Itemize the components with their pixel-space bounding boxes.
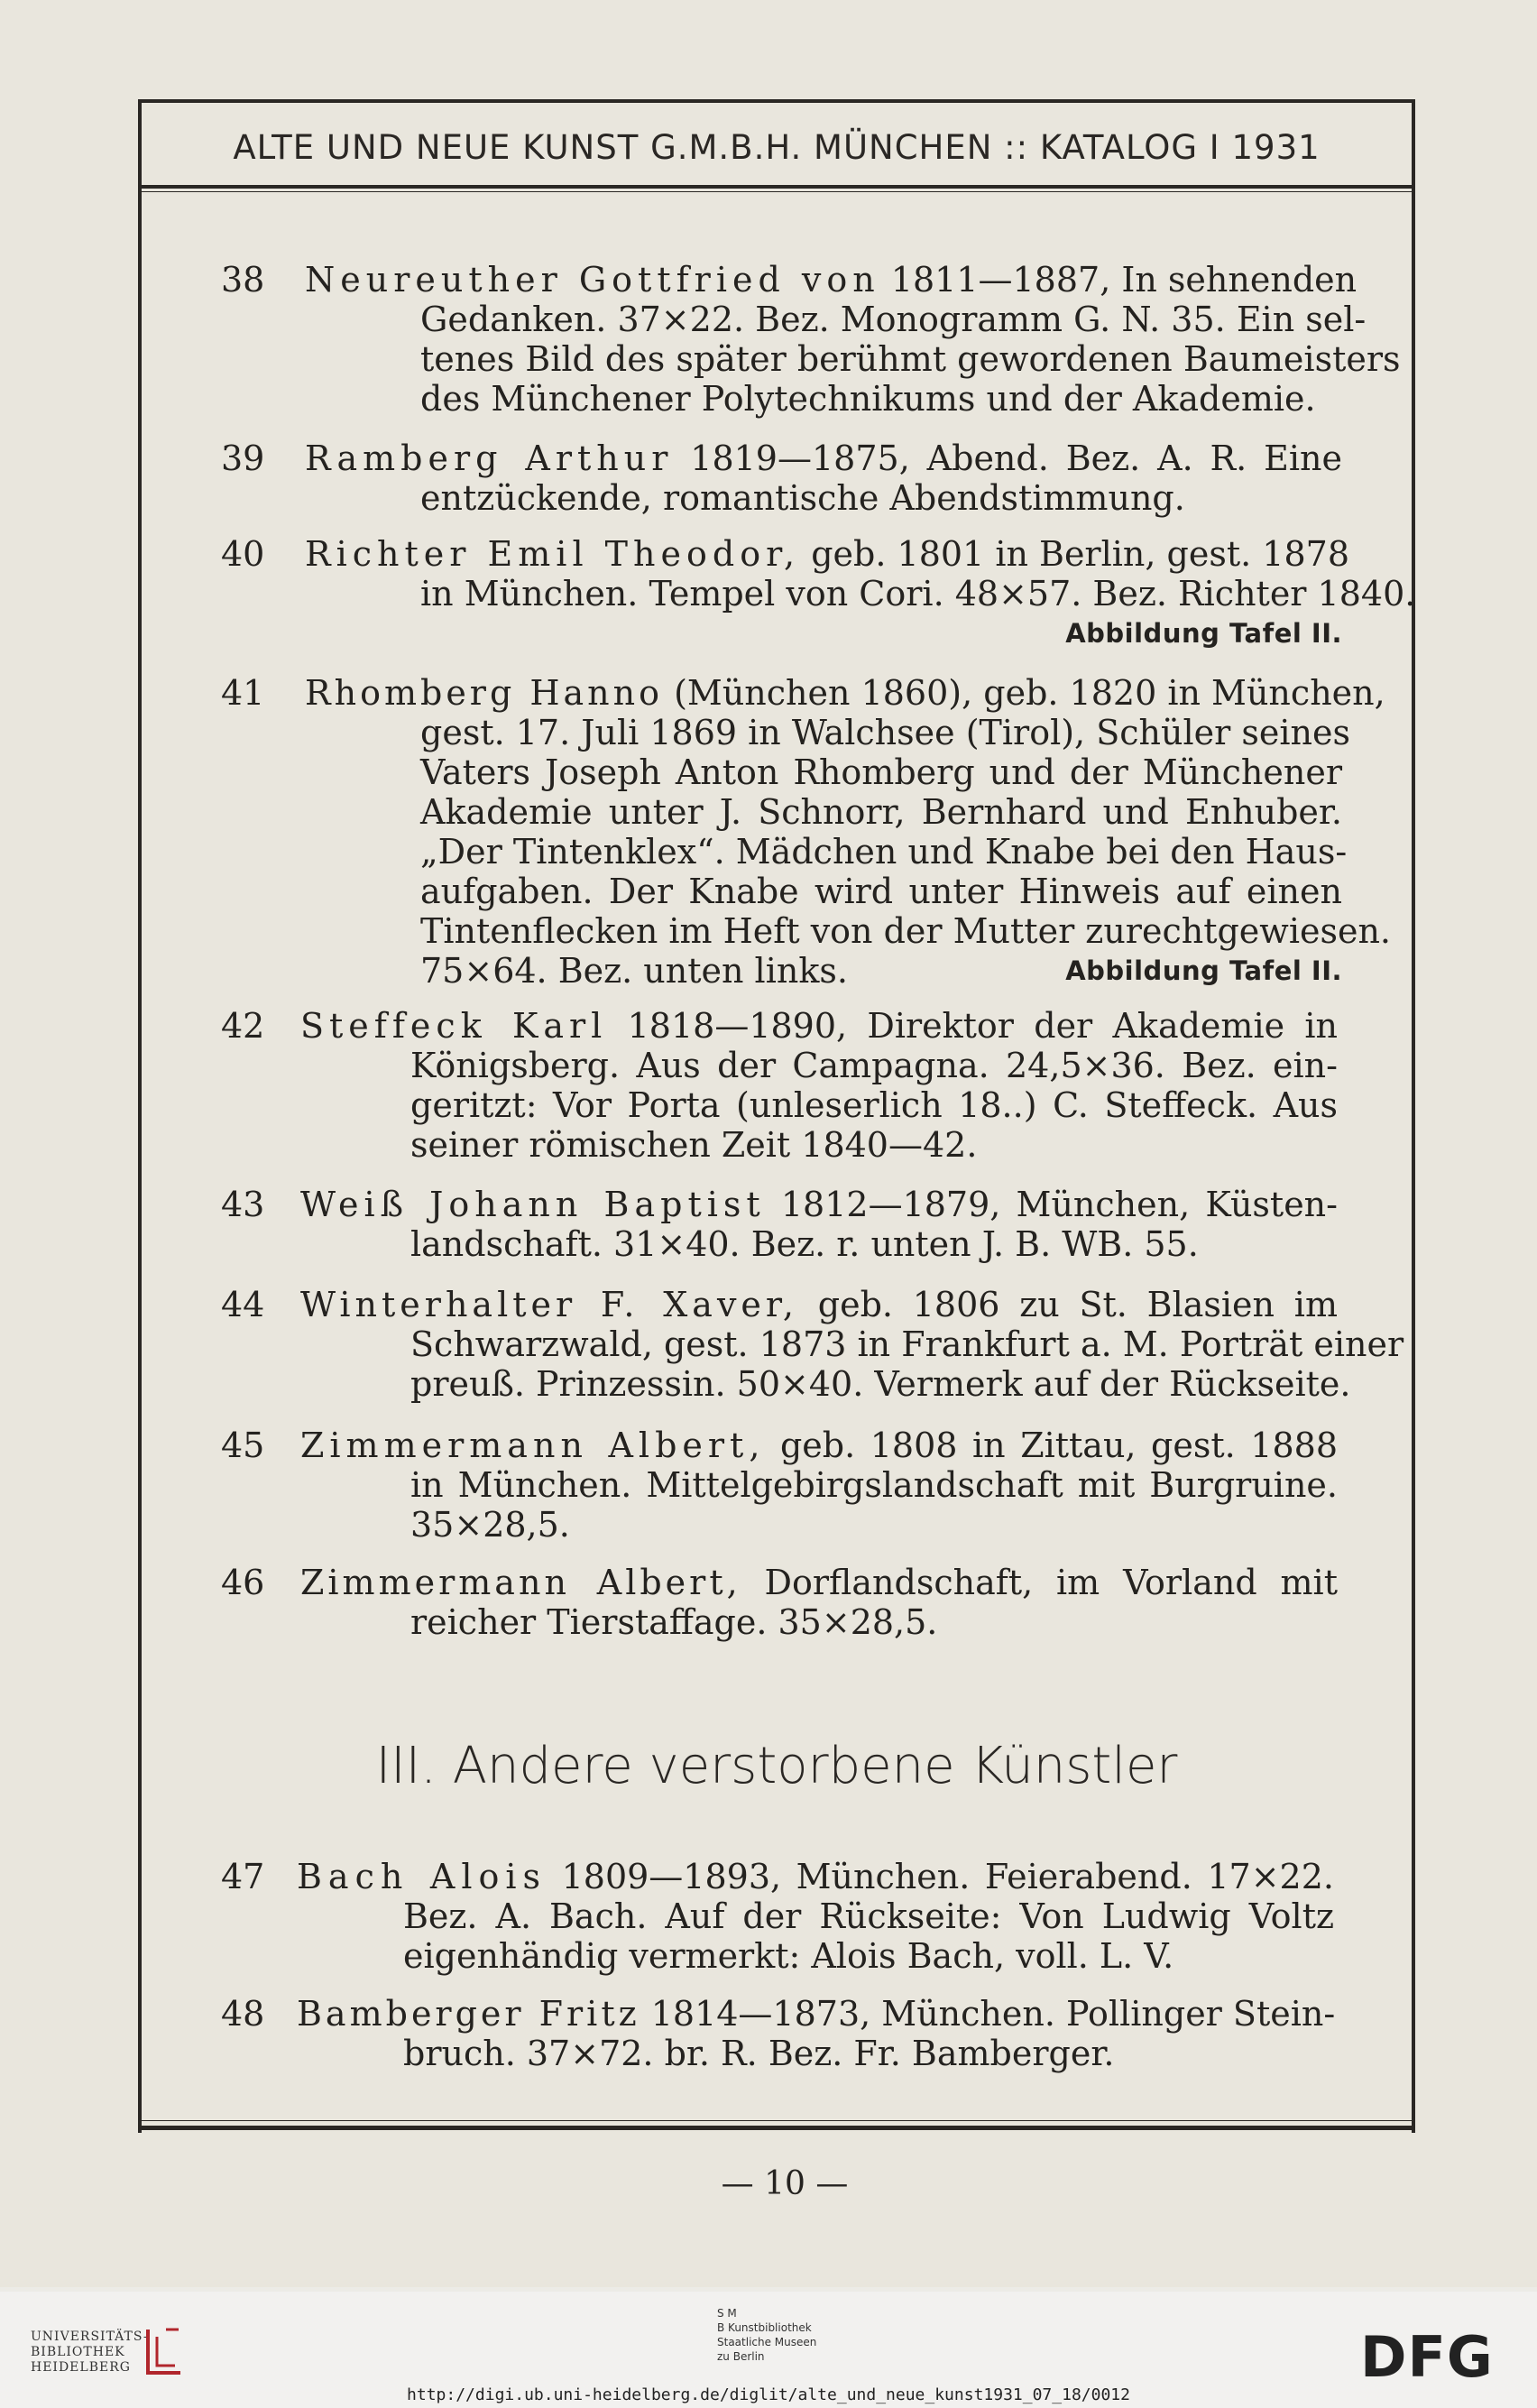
entry-text: Akademie unter J. Schnorr, Bernhard und Enhuber. [420, 792, 1342, 832]
entry-text: preuß. Prinzessin. 50×40. Vermerk auf der Rückseite. [410, 1364, 1351, 1404]
artist-name: Bach Alois [297, 1857, 548, 1896]
artist-name: Bamberger Fritz [297, 1994, 640, 2034]
entry-number: 43 [221, 1185, 265, 1224]
artist-name: Steffeck Karl [300, 1006, 608, 1046]
entry-text: in München. Mittelgebirgslandschaft mit Burgruine. [410, 1465, 1338, 1505]
artist-name: Weiß Johann Baptist [300, 1185, 766, 1224]
entry-text: 1812—1879, München, Küsten- [780, 1185, 1338, 1224]
entry-number: 47 [221, 1857, 265, 1896]
entry-text: Vaters Joseph Anton Rhomberg und der Münchener [420, 752, 1342, 792]
entry-text: Tintenflecken im Heft von der Mutter zurechtgewiesen. [420, 911, 1392, 951]
entry-text: (München 1860), geb. 1820 in München, [674, 673, 1385, 713]
header-rule-thin [138, 191, 1415, 192]
entry-text: gest. 17. Juli 1869 in Walchsee (Tirol), Schüler seines [420, 713, 1350, 752]
entry-text: landschaft. 31×40. Bez. r. unten J. B. WB. 55. [410, 1224, 1199, 1264]
entry-text: geritzt: Vor Porta (unleserlich 18..) C. Steffeck. Aus [410, 1085, 1338, 1125]
entry-number: 45 [221, 1425, 265, 1465]
library-name: UNIVERSITÄTS- BIBLIOTHEK HEIDELBERG [31, 2330, 149, 2375]
artist-name: Neureuther Gottfried von [305, 260, 880, 300]
entry-text: 35×28,5. [410, 1505, 570, 1545]
entry-text: entzückende, romantische Abendstimmung. [420, 478, 1185, 518]
entry-text: 1818—1890, Direktor der Akademie in [627, 1006, 1338, 1046]
entry-number: 42 [221, 1006, 265, 1046]
entry-text: eigenhändig vermerkt: Alois Bach, voll. L. V. [403, 1936, 1174, 1976]
entry-text: 75×64. Bez. unten links. [420, 951, 848, 991]
entry-text: Schwarzwald, gest. 1873 in Frankfurt a. M. Porträt einer [410, 1324, 1404, 1364]
entry-text: 1811—1887, In sehnenden [890, 260, 1358, 300]
entry-text: geb. 1801 in Berlin, gest. 1878 [811, 534, 1349, 574]
header-rule [138, 185, 1415, 189]
entry-number: 46 [221, 1563, 265, 1602]
entry-number: 44 [221, 1285, 265, 1324]
artist-name: Zimmermann Albert, [300, 1425, 766, 1465]
entry-number: 38 [221, 260, 265, 300]
entry-text: in München. Tempel von Cori. 48×57. Bez. Richter 1840. [420, 574, 1416, 614]
university-logo-icon [143, 2326, 186, 2378]
plate-reference: Abbildung Tafel II. [1065, 618, 1342, 649]
artist-name: Zimmermann Albert, [300, 1563, 741, 1602]
entry-text: Dorflandschaft, im Vorland mit [764, 1563, 1338, 1602]
entry-text: „Der Tintenklex“. Mädchen und Knabe bei den Haus- [420, 832, 1348, 872]
source-url[interactable]: http://digi.ub.uni-heidelberg.de/diglit/alte_und_neue_kunst1931_07_18/0012 [407, 2385, 1130, 2404]
entry-text: geb. 1806 zu St. Blasien im [817, 1285, 1338, 1324]
plate-reference: Abbildung Tafel II. [1065, 955, 1342, 986]
entry-text: geb. 1808 in Zittau, gest. 1888 [779, 1425, 1338, 1465]
frame-bottom-rule [138, 2126, 1415, 2130]
artist-name: Richter Emil Theodor, [305, 534, 801, 574]
entry-number: 40 [221, 534, 265, 574]
dfg-logo: DFG [1360, 2324, 1494, 2390]
frame-top-rule [138, 99, 1415, 103]
entry-text: des Münchener Polytechnikums und der Akademie. [420, 379, 1316, 419]
entry-number: 39 [221, 438, 265, 478]
artist-name: Ramberg Arthur [305, 438, 674, 478]
entry-text: Gedanken. 37×22. Bez. Monogramm G. N. 35. Ein sel- [420, 300, 1367, 339]
artist-name: Rhomberg Hanno [305, 673, 663, 713]
entry-text: aufgaben. Der Knabe wird unter Hinweis auf einen [420, 872, 1342, 911]
entry-number: 41 [221, 673, 265, 713]
entry-text: reicher Tierstaffage. 35×28,5. [410, 1602, 938, 1642]
running-header: ALTE UND NEUE KUNST G.M.B.H. MÜNCHEN :: KATALOG I 1931 [233, 128, 1321, 167]
entry-text: tenes Bild des später berühmt gewordenen Baumeisters [420, 339, 1401, 379]
museum-credit: S M B Kunstbibliothek Staatliche Museen zu Berlin [717, 2307, 817, 2363]
entry-number: 48 [221, 1994, 265, 2034]
page-number: — 10 — [721, 2165, 849, 2202]
entry-text: seiner römischen Zeit 1840—42. [410, 1125, 978, 1165]
entry-text: 1819—1875, Abend. Bez. A. R. Eine [690, 438, 1342, 478]
entry-text: 1809—1893, München. Feierabend. 17×22. [561, 1857, 1334, 1896]
section-heading: III. Andere verstorbene Künstler [375, 1737, 1178, 1795]
entry-text: bruch. 37×72. br. R. Bez. Fr. Bamberger. [403, 2034, 1115, 2073]
entry-text: Bez. A. Bach. Auf der Rückseite: Von Ludwig Voltz [403, 1896, 1334, 1936]
frame-bottom-rule-thin [138, 2120, 1415, 2121]
artist-name: Winterhalter F. Xaver, [300, 1285, 798, 1324]
entry-text: Königsberg. Aus der Campagna. 24,5×36. Bez. ein- [410, 1046, 1338, 1085]
entry-text: 1814—1873, München. Pollinger Stein- [650, 1994, 1336, 2034]
